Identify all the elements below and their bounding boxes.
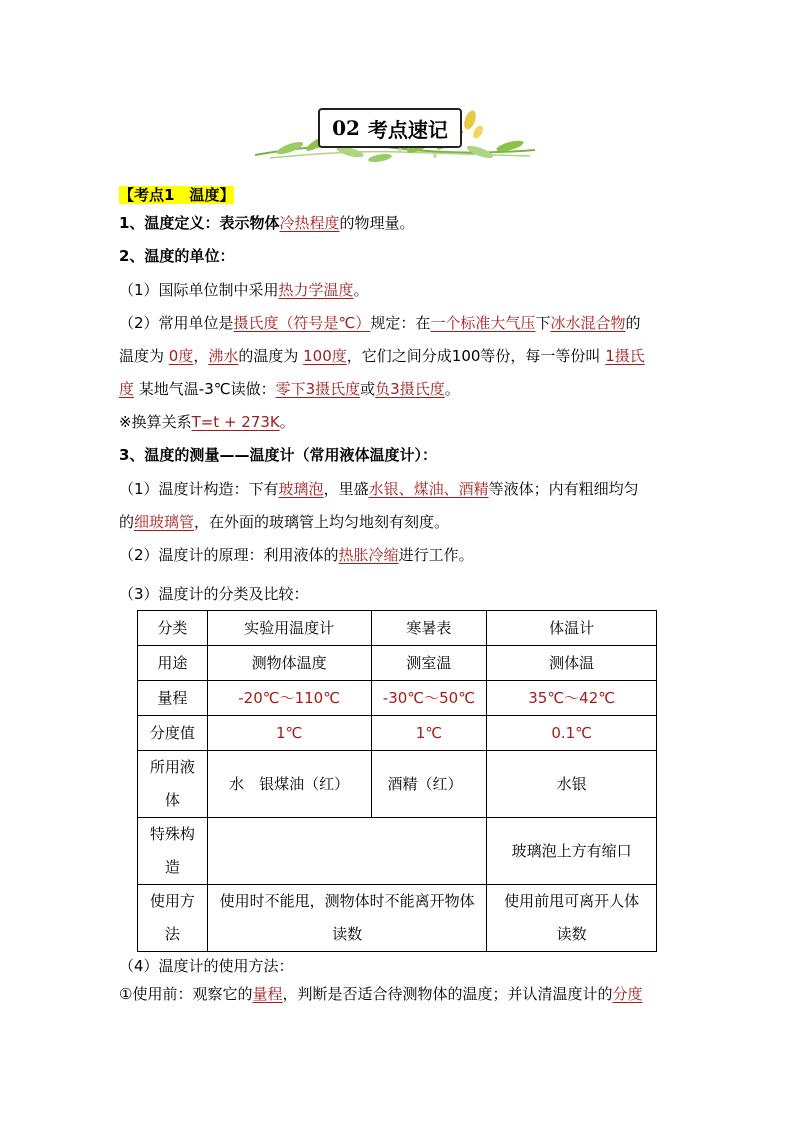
para-si-unit: （1）国际单位制中采用热力学温度。: [119, 281, 369, 299]
para-classification: （3）温度计的分类及比较：: [119, 585, 309, 603]
table-cell: 1℃: [207, 716, 371, 751]
para-structure-2: 的细玻璃管，在外面的玻璃管上均匀地刻有刻度。: [119, 513, 450, 531]
para-usage-heading: （4）温度计的使用方法：: [119, 957, 294, 975]
title-number: 02: [332, 116, 360, 140]
para-unit-heading: 2、温度的单位：: [119, 247, 235, 265]
table-row: [138, 681, 657, 716]
table-cell: 酒精（红）: [371, 751, 487, 818]
table-cell: [207, 818, 487, 885]
topic-header: 【考点1 温度】: [119, 186, 235, 204]
table-cell: -30℃～50℃: [371, 681, 487, 716]
table-cell: 1℃: [371, 716, 487, 751]
table-cell: 体温计: [487, 611, 657, 646]
section-title: [318, 108, 462, 148]
para-common-unit-3: 度 某地气温-3℃读做：零下3摄氏度或负3摄氏度。: [119, 380, 460, 398]
table-cell: 玻璃泡上方有缩口: [487, 818, 657, 885]
para-structure: （1）温度计构造：下有玻璃泡，里盛水银、煤油、酒精等液体；内有粗细均匀: [119, 480, 639, 498]
table-cell: 实验用温度计: [207, 611, 371, 646]
table-cell: -20℃～110℃: [207, 681, 371, 716]
table-cell: 测物体温度: [207, 646, 371, 681]
table-cell: 35℃～42℃: [487, 681, 657, 716]
table-cell: 分类: [138, 611, 208, 646]
table-row: [138, 611, 657, 646]
para-common-unit: （2）常用单位是摄氏度（符号是℃）规定：在一个标准大气压下冰水混合物的: [119, 314, 641, 332]
title-text: 考点速记: [367, 117, 448, 142]
table-row: [138, 885, 657, 952]
table-cell: 所用液 体: [138, 751, 208, 818]
para-principle: （2）温度计的原理：利用液体的热胀冷缩进行工作。: [119, 546, 474, 564]
para-usage-1: ①使用前：观察它的量程，判断是否适合待测物体的温度；并认清温度计的分度: [119, 985, 643, 1003]
para-definition: 1、温度定义：表示物体冷热程度的物理量。: [119, 214, 415, 232]
table-cell: 水银: [487, 751, 657, 818]
table-row: [138, 751, 657, 818]
para-conversion: ※换算关系T=t + 273K。: [119, 413, 295, 431]
table-row: [138, 818, 657, 885]
para-common-unit-2: 温度为 0度，沸水的温度为 100度，它们之间分成100等份，每一等份叫 1摄氏: [119, 347, 645, 365]
table-cell: 水 银煤油（红）: [207, 751, 371, 818]
table-cell: 寒暑表: [371, 611, 487, 646]
table-cell: 测室温: [371, 646, 487, 681]
thermometer-comparison-table: [137, 610, 657, 952]
para-measure-heading: 3、温度的测量——温度计（常用液体温度计）：: [119, 446, 437, 464]
table-cell: 分度值: [138, 716, 208, 751]
table-cell: 0.1℃: [487, 716, 657, 751]
table-cell: 特殊构 造: [138, 818, 208, 885]
table-cell: 使用时不能甩，测物体时不能离开物体 读数: [207, 885, 487, 952]
table-cell: 量程: [138, 681, 208, 716]
table-cell: 测体温: [487, 646, 657, 681]
table-row: [138, 716, 657, 751]
table-cell: 使用前甩可离开人体 读数: [487, 885, 657, 952]
table-cell: 使用方 法: [138, 885, 208, 952]
table-row: [138, 646, 657, 681]
table-cell: 用途: [138, 646, 208, 681]
